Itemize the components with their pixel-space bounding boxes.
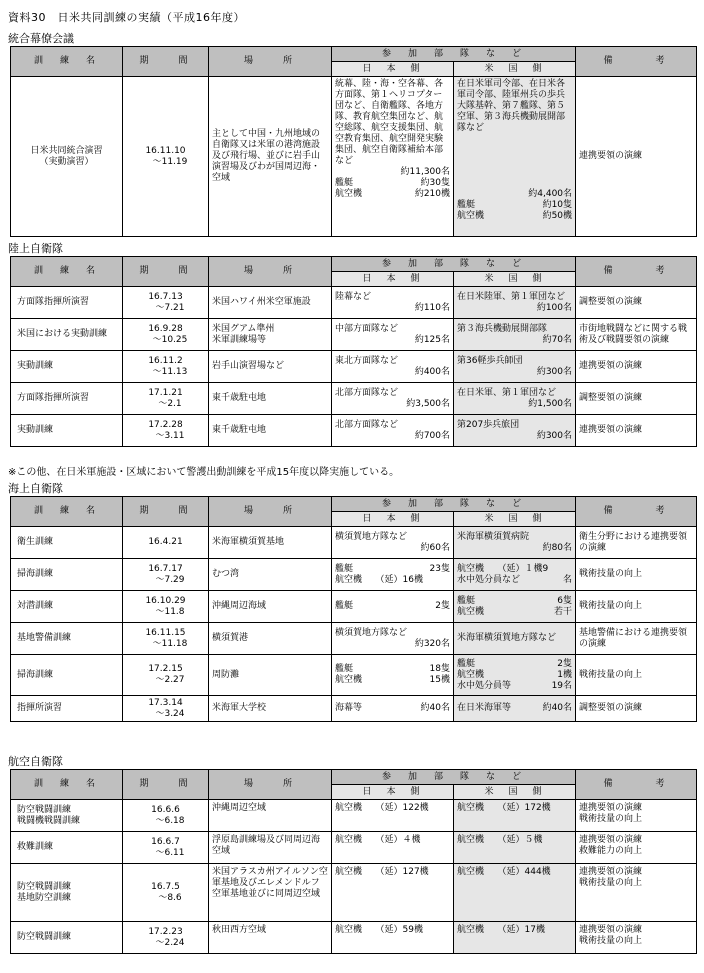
header-forces: 参 加 部 隊 な ど	[332, 770, 576, 785]
row-japan	[332, 527, 454, 559]
row-period-text: 17.1.21 ～2.1	[148, 387, 183, 409]
row-period	[123, 319, 209, 351]
table-row	[11, 623, 697, 655]
row-name	[11, 800, 123, 832]
row-place	[209, 415, 332, 447]
us-item-value: 1機	[557, 669, 573, 680]
table-row	[11, 591, 697, 623]
row-name-text: 指揮所演習	[17, 703, 63, 713]
header-name: 訓 練 名	[11, 257, 123, 287]
row-remarks-text: 連携要領の演練 戦術技量の向上	[579, 867, 643, 888]
row-period-text: 16.11.10 ～11.19	[145, 145, 188, 167]
jp-item-value: 約40名	[420, 703, 450, 713]
header-place: 場 所	[209, 497, 332, 527]
us-total: 約4,400名	[528, 189, 573, 199]
table-row	[11, 922, 697, 954]
row-period-text: 16.11.15 ～11.18	[145, 627, 188, 649]
row-period	[123, 591, 209, 623]
us-ship-label: 艦艇	[457, 200, 476, 210]
row-period	[123, 864, 209, 922]
jp-aircraft: 航空機 （延）127機	[335, 867, 429, 877]
row-place-text: 沖縄周辺空域	[212, 803, 267, 813]
section-title-joint: 統合幕僚会議	[8, 32, 74, 45]
row-japan	[332, 591, 454, 623]
row-name-text: 防空戦闘訓練 戦闘機戦闘訓練	[17, 804, 81, 826]
row-place-text: 米海軍横須賀基地	[212, 537, 285, 547]
row-us	[454, 922, 576, 954]
jp-aircraft: 航空機 （延）122機	[335, 803, 429, 813]
row-place	[209, 800, 332, 832]
row-place	[209, 655, 332, 696]
row-place	[209, 77, 332, 237]
table-row	[11, 800, 697, 832]
row-name-text: 米国における実動訓練	[17, 329, 108, 339]
us-item-value: 約40名	[542, 703, 573, 713]
row-remarks-text: 連携要領の演練	[579, 425, 643, 435]
row-us	[454, 864, 576, 922]
row-remarks	[576, 696, 697, 722]
row-name-text: 基地警備訓練	[17, 633, 72, 643]
row-place-text: 米海軍大学校	[212, 703, 267, 713]
jp-item-value: 約60名	[420, 542, 450, 553]
row-period	[123, 415, 209, 447]
row-place-text: 東千歳駐屯地	[212, 425, 267, 435]
row-remarks-text: 調整要領の演練	[579, 297, 643, 307]
row-period-text: 16.10.29 ～11.8	[145, 595, 186, 617]
row-period	[123, 655, 209, 696]
us-item-value: 名	[563, 574, 573, 585]
row-name	[11, 623, 123, 655]
jp-aircraft: 航空機 （延）59機	[335, 925, 423, 935]
row-name	[11, 77, 123, 237]
header-japan: 日 本 側	[332, 62, 454, 77]
row-place	[209, 696, 332, 722]
us-item-value: 19名	[551, 680, 573, 691]
us-item-label: 航空機 （延）１機9	[457, 563, 549, 574]
jp-item-value: 15機	[429, 675, 450, 685]
row-period	[123, 832, 209, 864]
row-place	[209, 319, 332, 351]
row-name	[11, 864, 123, 922]
row-name	[11, 383, 123, 415]
row-us	[454, 527, 576, 559]
jp-item-label: 艦艇	[335, 601, 354, 611]
jp-unit: 陸幕など	[335, 291, 372, 302]
row-remarks-text: 調整要領の演練	[579, 703, 643, 713]
header-period: 期 間	[123, 497, 209, 527]
row-period	[123, 696, 209, 722]
row-place	[209, 864, 332, 922]
row-japan	[332, 319, 454, 351]
row-place	[209, 527, 332, 559]
jp-item-value: 18隻	[429, 664, 450, 674]
us-item-label: 米海軍横須賀地方隊など	[457, 633, 557, 643]
row-place	[209, 559, 332, 591]
header-period: 期 間	[123, 257, 209, 287]
row-place-text: むつ湾	[212, 569, 240, 579]
table-joint	[10, 46, 697, 237]
section-title-asdf: 航空自衛隊	[8, 755, 63, 768]
row-name	[11, 922, 123, 954]
header-forces: 参 加 部 隊 な ど	[332, 497, 576, 512]
row-name	[11, 655, 123, 696]
row-period	[123, 77, 209, 237]
row-japan	[332, 77, 454, 237]
row-remarks-text: 基地警備における連携要領の演練	[579, 627, 688, 649]
row-period-text: 17.2.15 ～2.27	[148, 664, 185, 685]
table-row	[11, 77, 697, 237]
header-japan: 日 本 側	[332, 512, 454, 527]
us-air: 約50機	[542, 211, 573, 221]
jp-count: 約110名	[414, 302, 450, 313]
table-row	[11, 287, 697, 319]
us-count: 約70名	[542, 334, 573, 345]
header-name: 訓 練 名	[11, 47, 123, 77]
row-us	[454, 696, 576, 722]
row-place	[209, 287, 332, 319]
row-japan	[332, 922, 454, 954]
jp-item-label: 横須賀地方隊など	[335, 627, 408, 638]
row-place-text: 米国グアム準州 米軍訓練場等	[212, 323, 275, 345]
jp-text: 統幕、陸・海・空各幕、各方面隊、第１ヘリコプター団など、自衛艦隊、各地方隊、教育航空集団など、航空総隊、航空支援集団、航空教育集団、航空開発実験集団、航空自衛隊補給本部など	[335, 79, 444, 166]
row-remarks-text: 市街地戦闘などに関する戦術及び戦闘要領の演練	[579, 323, 688, 345]
row-name	[11, 696, 123, 722]
header-us: 米 国 側	[454, 512, 576, 527]
row-name-text: 実動訓練	[17, 361, 54, 371]
jp-count: 約700名	[414, 430, 450, 441]
row-japan	[332, 383, 454, 415]
row-remarks	[576, 415, 697, 447]
header-us: 米 国 側	[454, 62, 576, 77]
row-place-text: 周防灘	[212, 669, 240, 680]
row-period-text: 16.6.7 ～6.11	[151, 836, 185, 858]
table-row	[11, 527, 697, 559]
us-count: 約300名	[536, 366, 573, 377]
table-row	[11, 559, 697, 591]
row-place	[209, 623, 332, 655]
row-us	[454, 800, 576, 832]
table-row	[11, 319, 697, 351]
jp-air-label: 航空機	[335, 189, 363, 199]
row-place-text: 岩手山演習場など	[212, 361, 285, 371]
row-period	[123, 527, 209, 559]
us-item-value: 2隻	[557, 658, 573, 669]
row-period-text: 16.4.21	[148, 537, 183, 547]
row-us	[454, 319, 576, 351]
row-period-text: 17.2.28 ～3.11	[148, 419, 185, 441]
row-remarks	[576, 832, 697, 864]
row-period-text: 16.9.28 ～10.25	[148, 323, 188, 345]
table-msdf	[10, 496, 697, 722]
row-period-text: 17.3.14 ～3.24	[148, 697, 185, 719]
row-place	[209, 832, 332, 864]
us-count: 約100名	[536, 302, 573, 313]
row-place-text: 東千歳駐屯地	[212, 393, 267, 403]
jp-count: 約125名	[414, 334, 450, 345]
row-japan	[332, 287, 454, 319]
jp-item-label: 艦艇	[335, 664, 354, 674]
us-aircraft: 航空機 （延）444機	[457, 867, 551, 877]
row-name	[11, 351, 123, 383]
row-name	[11, 559, 123, 591]
row-place	[209, 351, 332, 383]
jp-unit: 北部方面隊など	[335, 387, 399, 398]
us-unit: 在日米軍、第１軍団など	[457, 387, 557, 398]
row-period-text: 16.11.2 ～11.13	[148, 355, 188, 377]
row-place-text: 沖縄周辺海域	[212, 601, 267, 611]
row-remarks	[576, 800, 697, 832]
row-us	[454, 655, 576, 696]
table-row	[11, 832, 697, 864]
row-remarks-text: 連携要領の演練 救難能力の向上	[579, 835, 643, 856]
row-name-text: 防空戦闘訓練	[17, 932, 72, 942]
row-period	[123, 287, 209, 319]
jp-air: 約210機	[414, 189, 450, 199]
row-place-text: 米国アラスカ州アイルソン空軍基地及びエレメンドルフ空軍基地並びに同周辺空域	[212, 867, 328, 899]
row-japan	[332, 655, 454, 696]
row-name	[11, 319, 123, 351]
us-item-label: 航空機	[457, 606, 485, 617]
jp-item-value: 23隻	[429, 563, 450, 574]
row-remarks-text: 連携要領の演練 戦術技量の向上	[579, 925, 643, 946]
row-period-text: 16.7.13 ～7.21	[148, 291, 185, 313]
row-name-text: 対潜訓練	[17, 601, 54, 611]
header-remarks: 備 考	[576, 497, 697, 527]
header-remarks: 備 考	[576, 257, 697, 287]
row-name-text: 救難訓練	[17, 842, 54, 852]
row-name	[11, 591, 123, 623]
us-unit: 第36軽歩兵師団	[457, 355, 523, 366]
row-remarks	[576, 383, 697, 415]
row-us	[454, 383, 576, 415]
row-period-text: 17.2.23 ～2.24	[148, 926, 185, 948]
jp-count: 約400名	[414, 366, 450, 377]
row-remarks-text: 連携要領の演練	[579, 361, 643, 371]
row-name-text: 実動訓練	[17, 425, 54, 435]
row-place-text: 横須賀港	[212, 633, 249, 643]
row-us	[454, 591, 576, 623]
jp-item-label: 航空機	[335, 675, 363, 685]
row-japan	[332, 832, 454, 864]
row-place	[209, 383, 332, 415]
row-japan	[332, 623, 454, 655]
gsdf-note: ※この他、在日米軍施設・区域において警護出動訓練を平成15年度以降実施している。	[8, 467, 400, 478]
header-japan: 日 本 側	[332, 272, 454, 287]
us-aircraft: 航空機 （延）５機	[457, 835, 543, 845]
us-item-label: 水中処分員等	[457, 680, 512, 691]
row-name-text: 方面隊指揮所演習	[17, 297, 90, 307]
jp-ship-label: 艦艇	[335, 178, 354, 188]
table-gsdf	[10, 256, 697, 447]
row-name-text: 掃海訓練	[17, 669, 54, 680]
us-item-label: 在日米海軍等	[457, 703, 512, 713]
row-period	[123, 623, 209, 655]
row-remarks	[576, 319, 697, 351]
row-japan	[332, 864, 454, 922]
row-period	[123, 559, 209, 591]
row-name-text: 方面隊指揮所演習	[17, 393, 90, 403]
header-japan: 日 本 側	[332, 785, 454, 800]
row-place-text: 米国ハワイ州米空軍施設	[212, 297, 311, 307]
table-row	[11, 655, 697, 696]
us-ship: 約10隻	[542, 200, 573, 210]
row-remarks-text: 連携要領の演練 戦術技量の向上	[579, 803, 643, 824]
row-remarks	[576, 351, 697, 383]
us-count: 約300名	[536, 430, 573, 441]
jp-count: 約3,500名	[406, 398, 450, 409]
row-japan	[332, 696, 454, 722]
header-period: 期 間	[123, 770, 209, 800]
us-item-label: 米海軍横須賀病院	[457, 531, 530, 542]
row-period	[123, 383, 209, 415]
table-row	[11, 415, 697, 447]
header-name: 訓 練 名	[11, 770, 123, 800]
table-row	[11, 351, 697, 383]
row-period	[123, 800, 209, 832]
jp-item-label: 航空機 （延）16機	[335, 574, 423, 585]
jp-aircraft: 航空機 （延）４機	[335, 835, 421, 845]
row-remarks	[576, 864, 697, 922]
jp-item-label: 艦艇	[335, 563, 354, 574]
document-title: 資料30 日米共同訓練の実績（平成16年度）	[8, 11, 245, 24]
row-period	[123, 922, 209, 954]
row-us	[454, 287, 576, 319]
jp-unit: 中部方面隊など	[335, 323, 399, 334]
row-us	[454, 623, 576, 655]
us-item-value: 6隻	[557, 595, 573, 606]
jp-unit: 北部方面隊など	[335, 419, 399, 430]
row-name-text: 防空戦闘訓練 基地防空訓練	[17, 881, 72, 903]
row-japan	[332, 415, 454, 447]
us-item-label: 水中処分員など	[457, 574, 521, 585]
us-unit: 在日米陸軍、第１軍団など	[457, 291, 566, 302]
table-row	[11, 864, 697, 922]
row-name	[11, 527, 123, 559]
row-remarks	[576, 527, 697, 559]
row-remarks	[576, 77, 697, 237]
us-item-label: 艦艇	[457, 595, 476, 606]
us-aircraft: 航空機 （延）17機	[457, 925, 545, 935]
jp-total: 約11,300名	[400, 167, 450, 177]
row-japan	[332, 351, 454, 383]
row-remarks	[576, 623, 697, 655]
row-remarks-text: 連携要領の演練	[579, 151, 643, 161]
us-unit: 第207歩兵旅団	[457, 419, 520, 430]
section-title-msdf: 海上自衛隊	[8, 482, 63, 495]
header-us: 米 国 側	[454, 785, 576, 800]
header-forces: 参 加 部 隊 な ど	[332, 47, 576, 62]
row-us	[454, 77, 576, 237]
row-us	[454, 559, 576, 591]
header-name: 訓 練 名	[11, 497, 123, 527]
jp-item-value: 2隻	[435, 601, 450, 611]
header-place: 場 所	[209, 770, 332, 800]
row-place	[209, 922, 332, 954]
row-name-text: 衛生訓練	[17, 537, 54, 547]
row-remarks-text: 衛生分野における連携要領の演練	[579, 531, 688, 553]
row-remarks	[576, 559, 697, 591]
row-name-text: 掃海訓練	[17, 569, 54, 579]
jp-unit: 東北方面隊など	[335, 355, 399, 366]
row-place-text: 主として中国・九州地域の自衛隊又は米軍の港湾施設及び飛行場、並びに岩手山演習場及びわが国周辺海・空域	[212, 129, 321, 183]
row-period-text: 16.7.17 ～7.29	[148, 563, 185, 585]
row-us	[454, 415, 576, 447]
row-name	[11, 415, 123, 447]
table-row	[11, 696, 697, 722]
row-japan	[332, 800, 454, 832]
row-remarks-text: 戦術技量の向上	[579, 669, 643, 680]
us-air-label: 航空機	[457, 211, 485, 221]
row-name	[11, 287, 123, 319]
row-remarks-text: 調整要領の演練	[579, 393, 643, 403]
us-text: 在日米軍司令部、在日米各軍司令部、陸軍州兵の歩兵大隊基幹、第７艦隊、第５空軍、第３海兵機動展開部隊など	[457, 79, 566, 133]
row-name	[11, 832, 123, 864]
row-remarks-text: 戦術技量の向上	[579, 569, 643, 579]
us-unit: 第３海兵機動展開部隊	[457, 323, 548, 334]
row-remarks	[576, 287, 697, 319]
header-forces: 参 加 部 隊 な ど	[332, 257, 576, 272]
jp-ship: 約30隻	[420, 178, 450, 188]
row-name-text: 日米共同統合演習 （実動演習）	[30, 145, 103, 167]
row-remarks-text: 戦術技量の向上	[579, 601, 643, 611]
row-us	[454, 832, 576, 864]
us-count: 約1,500名	[528, 398, 573, 409]
row-period-text: 16.7.5 ～8.6	[151, 881, 182, 903]
row-place	[209, 591, 332, 623]
row-period-text: 16.6.6 ～6.18	[151, 804, 185, 826]
header-place: 場 所	[209, 257, 332, 287]
us-aircraft: 航空機 （延）172機	[457, 803, 551, 813]
row-remarks	[576, 655, 697, 696]
table-asdf	[10, 769, 697, 954]
row-japan	[332, 559, 454, 591]
us-item-value: 約80名	[542, 542, 573, 553]
us-item-label: 航空機	[457, 669, 485, 680]
row-place-text: 浮原島訓練場及び同周辺海空域	[212, 835, 321, 856]
row-remarks	[576, 922, 697, 954]
row-us	[454, 351, 576, 383]
header-place: 場 所	[209, 47, 332, 77]
section-title-gsdf: 陸上自衛隊	[8, 242, 63, 255]
header-remarks: 備 考	[576, 47, 697, 77]
header-period: 期 間	[123, 47, 209, 77]
header-us: 米 国 側	[454, 272, 576, 287]
header-remarks: 備 考	[576, 770, 697, 800]
row-place-text: 秋田西方空域	[212, 925, 267, 935]
jp-item-value: 約320名	[414, 638, 450, 649]
jp-item-label: 海幕等	[335, 703, 363, 713]
row-period	[123, 351, 209, 383]
table-row	[11, 383, 697, 415]
jp-item-label: 横須賀地方隊など	[335, 531, 408, 542]
us-item-label: 艦艇	[457, 658, 476, 669]
us-item-value: 若干	[554, 606, 573, 617]
row-remarks	[576, 591, 697, 623]
